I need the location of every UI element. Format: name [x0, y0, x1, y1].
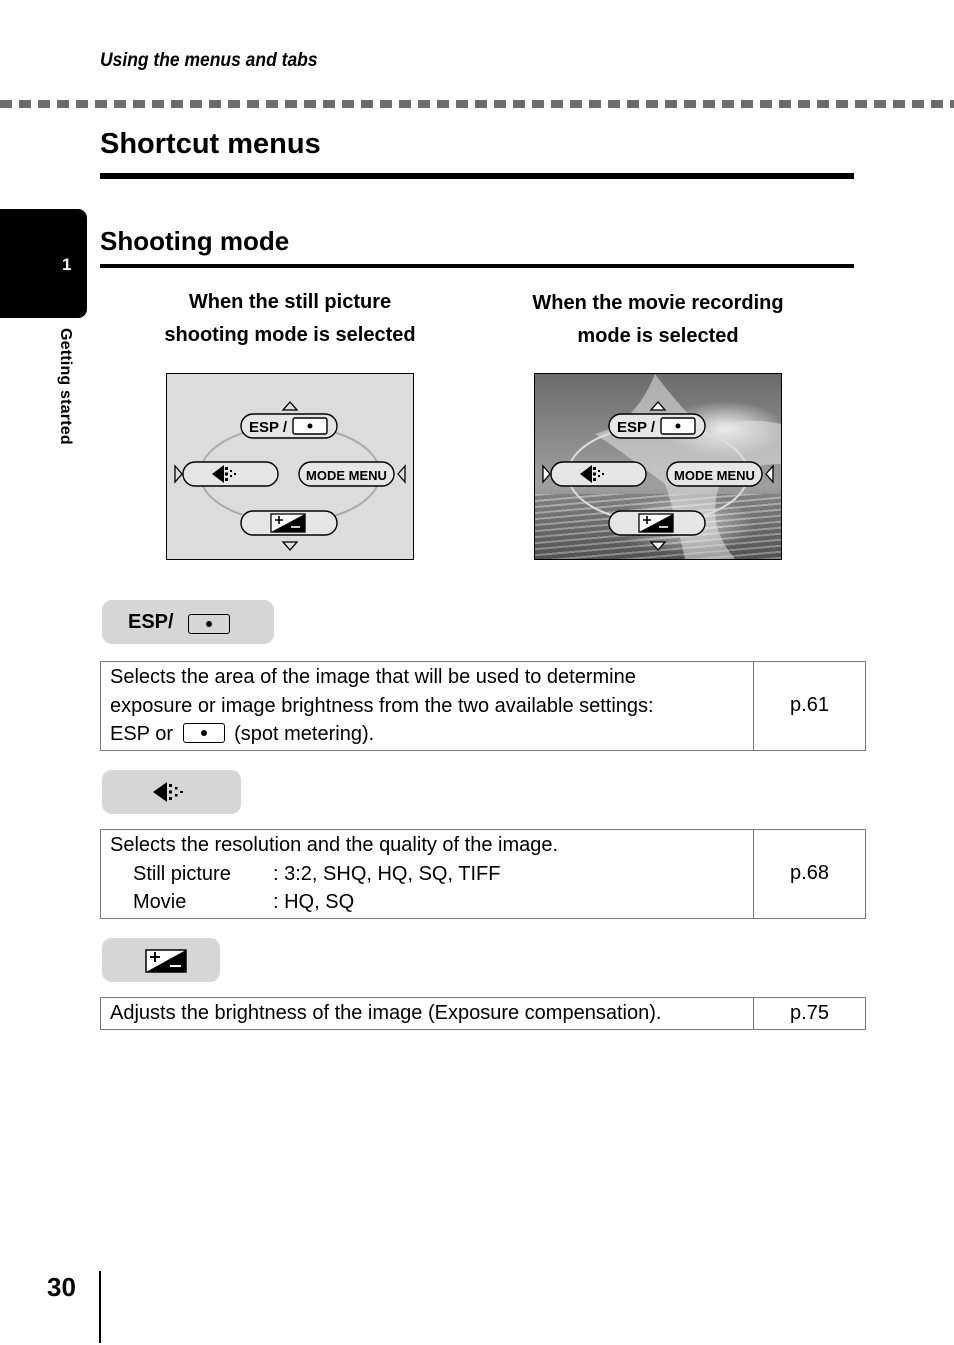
arrow-right-icon: [766, 466, 773, 482]
exposure-compensation-icon: [639, 514, 673, 532]
still-mode-screen: [166, 373, 414, 560]
dashed-divider: [0, 100, 954, 108]
screen-esp-label: ESP /: [249, 419, 288, 436]
quality-desc-line1: Selects the resolution and the quality of the image.: [110, 834, 559, 856]
caption-movie-line1: When the movie recording: [532, 292, 784, 314]
caption-still-line2: shooting mode is selected: [164, 324, 416, 346]
spot-metering-icon: [188, 614, 230, 636]
still-shortcut-diagram: [167, 374, 413, 559]
arrow-right-icon: [398, 466, 405, 482]
subsection-title: Shooting mode: [100, 226, 290, 256]
exposure-compensation-icon: [271, 514, 305, 532]
esp-desc-esp: ESP or: [110, 723, 173, 745]
screen-mode-menu-label: MODE MENU: [306, 468, 387, 483]
spot-metering-icon: [183, 723, 225, 743]
screen-mode-menu-label: MODE MENU: [674, 468, 755, 483]
movie-shortcut-diagram: [535, 374, 781, 559]
caption-movie: [498, 287, 818, 353]
running-title: Using the menus and tabs: [100, 50, 318, 71]
esp-label-text: ESP/: [128, 611, 174, 633]
exposure-description: Adjusts the brightness of the image (Exposure compensation).: [101, 998, 754, 1030]
esp-desc-line3: [110, 720, 744, 749]
quality-icon: [153, 782, 193, 804]
quality-description-table: [100, 829, 866, 919]
movie-mode-screen: [534, 373, 782, 560]
esp-desc-line1: Selects the area of the image that will be used to determine: [110, 666, 636, 688]
page-number: 30: [47, 1272, 76, 1302]
esp-description: [101, 662, 754, 751]
esp-description-table: [100, 661, 866, 751]
quality-movie-label: Movie: [133, 891, 187, 913]
arrow-left-icon: [175, 466, 182, 482]
esp-desc-spot: (spot metering).: [234, 723, 375, 745]
page-number-rule: [99, 1271, 101, 1343]
arrow-up-icon: [283, 402, 297, 410]
quality-movie-row: [110, 888, 744, 917]
quality-page-ref: p.68: [754, 830, 866, 919]
subsection-title-rule: [100, 264, 854, 268]
caption-still: [130, 286, 450, 352]
caption-movie-line2: mode is selected: [577, 325, 739, 347]
quality-still-value: : 3:2, SHQ, HQ, SQ, TIFF: [273, 862, 501, 885]
arrow-left-icon: [543, 466, 550, 482]
arrow-down-icon: [651, 542, 665, 550]
quality-item-label: [102, 770, 241, 814]
chapter-label: Getting started: [57, 328, 74, 445]
caption-still-line1: When the still picture: [188, 291, 392, 313]
quality-description: [101, 830, 754, 919]
chapter-number: 1: [62, 255, 72, 274]
section-title-rule: [100, 173, 854, 179]
quality-movie-value: : HQ, SQ: [273, 891, 355, 913]
esp-desc-line2: exposure or image brightness from the two available settings:: [110, 694, 654, 717]
esp-page-ref: p.61: [754, 662, 866, 751]
quality-still-row: [110, 860, 744, 889]
exposure-page-ref: p.75: [754, 998, 866, 1030]
section-title: Shortcut menus: [100, 128, 321, 160]
exposure-item-label: [102, 938, 220, 982]
exposure-compensation-icon: [145, 949, 187, 973]
arrow-down-icon: [283, 542, 297, 550]
exposure-description-table: [100, 997, 866, 1030]
chapter-tab: [0, 209, 87, 318]
screen-esp-label: ESP /: [617, 419, 656, 436]
esp-item-label: [102, 600, 274, 644]
quality-still-label: Still picture: [133, 862, 231, 885]
